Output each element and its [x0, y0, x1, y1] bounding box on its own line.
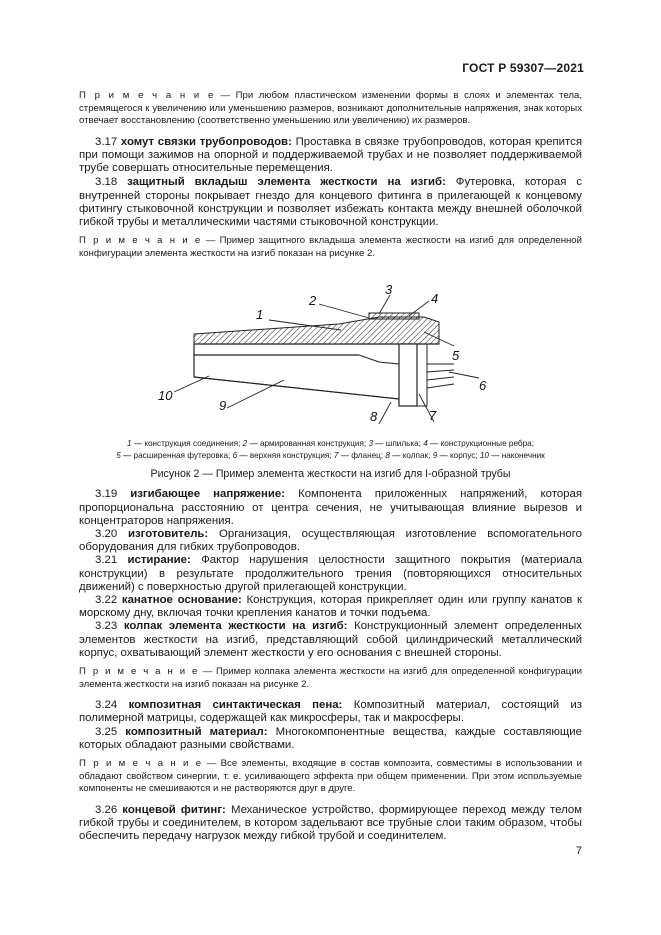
term-number: 3.19: [95, 488, 118, 501]
term-definition: Механическое устройство, формирующее переход между телом гибкой трубы и соединителем, в котором задельвают все трубные слои таким образом, чтобы обеспечить передачу нагрузок между гибкой трубой и соединителем.: [79, 803, 583, 843]
note-text: — Пример колпака элемента жесткости на изгиб для определенной конфигурации элемента жесткости на изгиб показан на рисунке 2.: [79, 666, 582, 690]
term-title: концевой фитинг:: [122, 803, 226, 816]
term-definition: Компонента приложенных напряжений, которая пропорциональна расстоянию от центра сечения, не учитывающая влияние вырезов и концентраторов напряжения.: [79, 488, 582, 527]
term-title: колпак элемента жесткости на изгиб:: [123, 620, 348, 633]
term-number: 3.18: [95, 176, 118, 189]
note-4: [79, 758, 582, 796]
term-definition: Организация, осуществляющая изготовление вспомогательного оборудования для гибких трубопроводов.: [79, 528, 582, 554]
term-3-26: [79, 804, 582, 844]
term-number: 3.25: [95, 725, 118, 738]
term-number: 3.17: [95, 135, 118, 148]
page-number: 7: [575, 845, 582, 857]
figure-legend: 1 — конструкция соединения; 2 — армированная конструкция; 3 — шпилька; 4 — конструкционные ребра; 5 — расширенная футеровка; 6 — верхняя конструкция; 7 — фланец; 8 — колпак; 9 — корпус; 10 — наконечник: [116, 439, 545, 460]
note-3: [79, 666, 582, 691]
term-definition: Многокомпонентные вещества, каждые составляющие которых обладают разными свойствами.: [79, 725, 582, 751]
term-title: истирание:: [127, 554, 191, 567]
term-definition: Конструкционный элемент определенных элементов жесткости на изгиб, представляющий собой цилиндрический металлический корпус, охватывающий элемент жесткости у его основания с внешней стороны.: [79, 620, 582, 659]
term-number: 3.24: [95, 699, 118, 712]
figure-label-3: 3: [385, 282, 393, 298]
term-3-22: [79, 594, 582, 620]
term-number: 3.26: [95, 803, 118, 816]
term-3-20: [79, 528, 582, 554]
note-text: — Пример защитного вкладыша элемента жесткости на изгиб для определенной конфигурации элемента жесткости на изгиб показан на рисунке 2.: [79, 235, 582, 259]
document-body: [79, 90, 582, 843]
figure-caption: Рисунок 2 — Пример элемента жесткости на изгиб для I-образной трубы: [150, 468, 511, 481]
figure-label-2: 2: [309, 293, 317, 309]
figure-label-4: 4: [431, 291, 439, 307]
term-title: изготовитель:: [127, 528, 209, 540]
figure-2-drawing: [79, 282, 582, 432]
term-title: изгибающее напряжение:: [130, 488, 285, 501]
term-title: композитная синтактическая пена:: [128, 699, 343, 712]
term-number: 3.21: [95, 554, 118, 567]
term-3-23: [79, 620, 582, 660]
note-label: П р и м е ч а н и е: [79, 235, 202, 247]
term-3-17: [79, 136, 582, 176]
term-title: защитный вкладыш элемента жесткости на изгиб:: [127, 176, 446, 189]
note-text: — При любом пластическом изменении формы в слоях и элементах тела, стремящегося к увеличению или уменьшению размеров, возникают дополнительные напряжения, знак которых отвечает восстановлению (соответственно уменьшению или увеличению) их размеров.: [79, 90, 582, 127]
figure-label-7: 7: [429, 408, 437, 424]
term-3-21: [79, 554, 582, 594]
figure-label-5: 5: [452, 348, 460, 364]
note-label: П р и м е ч а н и е: [79, 90, 215, 101]
figure-label-8: 8: [370, 409, 378, 425]
term-3-19: [79, 488, 582, 528]
figure-label-6: 6: [479, 378, 487, 394]
term-title: композитный материал:: [125, 725, 268, 738]
figure-label-9: 9: [219, 398, 227, 414]
figure-label-10: 10: [158, 388, 173, 404]
note-label: П р и м е ч а н и е: [79, 666, 199, 678]
document-header: ГОСТ Р 59307—2021: [462, 61, 584, 75]
note-1: [79, 90, 582, 128]
term-definition: Конструкция, которая прикрепляет один или группу канатов к морскому дну, включая точки крепления канатов и точки подъема.: [79, 594, 582, 620]
note-2: [79, 235, 582, 260]
note-text: — Все элементы, входящие в состав композита, совместимы в использовании и обладают свойством синергии, т. е. усиливающего эффекта при общем применении. При этом используемые компоненты не смешиваются и не растворяются друг в друге.: [79, 758, 582, 795]
term-number: 3.22: [95, 594, 118, 607]
term-definition: Проставка в связке трубопроводов, которая крепится при помощи зажимов на опорной и поддерживаемой трубах и не позволяет поддерживаемой трубе совершать относительные перемещения.: [79, 135, 582, 175]
term-title: хомут связки трубопроводов:: [120, 135, 292, 148]
term-definition: Футеровка, которая с внутренней стороны покрывает гнездо для концевого фитинга в прилегающей к концевому фитингу стыковочной конструкции и позволяет избежать контакта между внешней оболочкой гибкой трубы и металлическими частями стыковочной конструкции.: [79, 176, 583, 228]
term-3-24: [79, 699, 582, 725]
figure-label-1: 1: [256, 307, 264, 323]
term-definition: Фактор нарушения целостности защитного покрытия (материала конструкции) в результате продолжительного трения (повторяющихся относительных движений) с поверхностью другой прилегающей конструкции.: [79, 554, 583, 593]
term-number: 3.20: [95, 528, 118, 540]
term-3-25: [79, 726, 582, 752]
note-label: П р и м е ч а н и е: [79, 758, 203, 770]
term-title: канатное основание:: [121, 594, 242, 607]
term-3-18: [79, 176, 582, 229]
term-definition: Композитный материал, состоящий из полимерной матрицы, содержащей как микросферы, так и макросферы.: [79, 699, 583, 725]
bend-stiffener-drawing: [79, 282, 582, 432]
term-number: 3.23: [95, 620, 118, 633]
